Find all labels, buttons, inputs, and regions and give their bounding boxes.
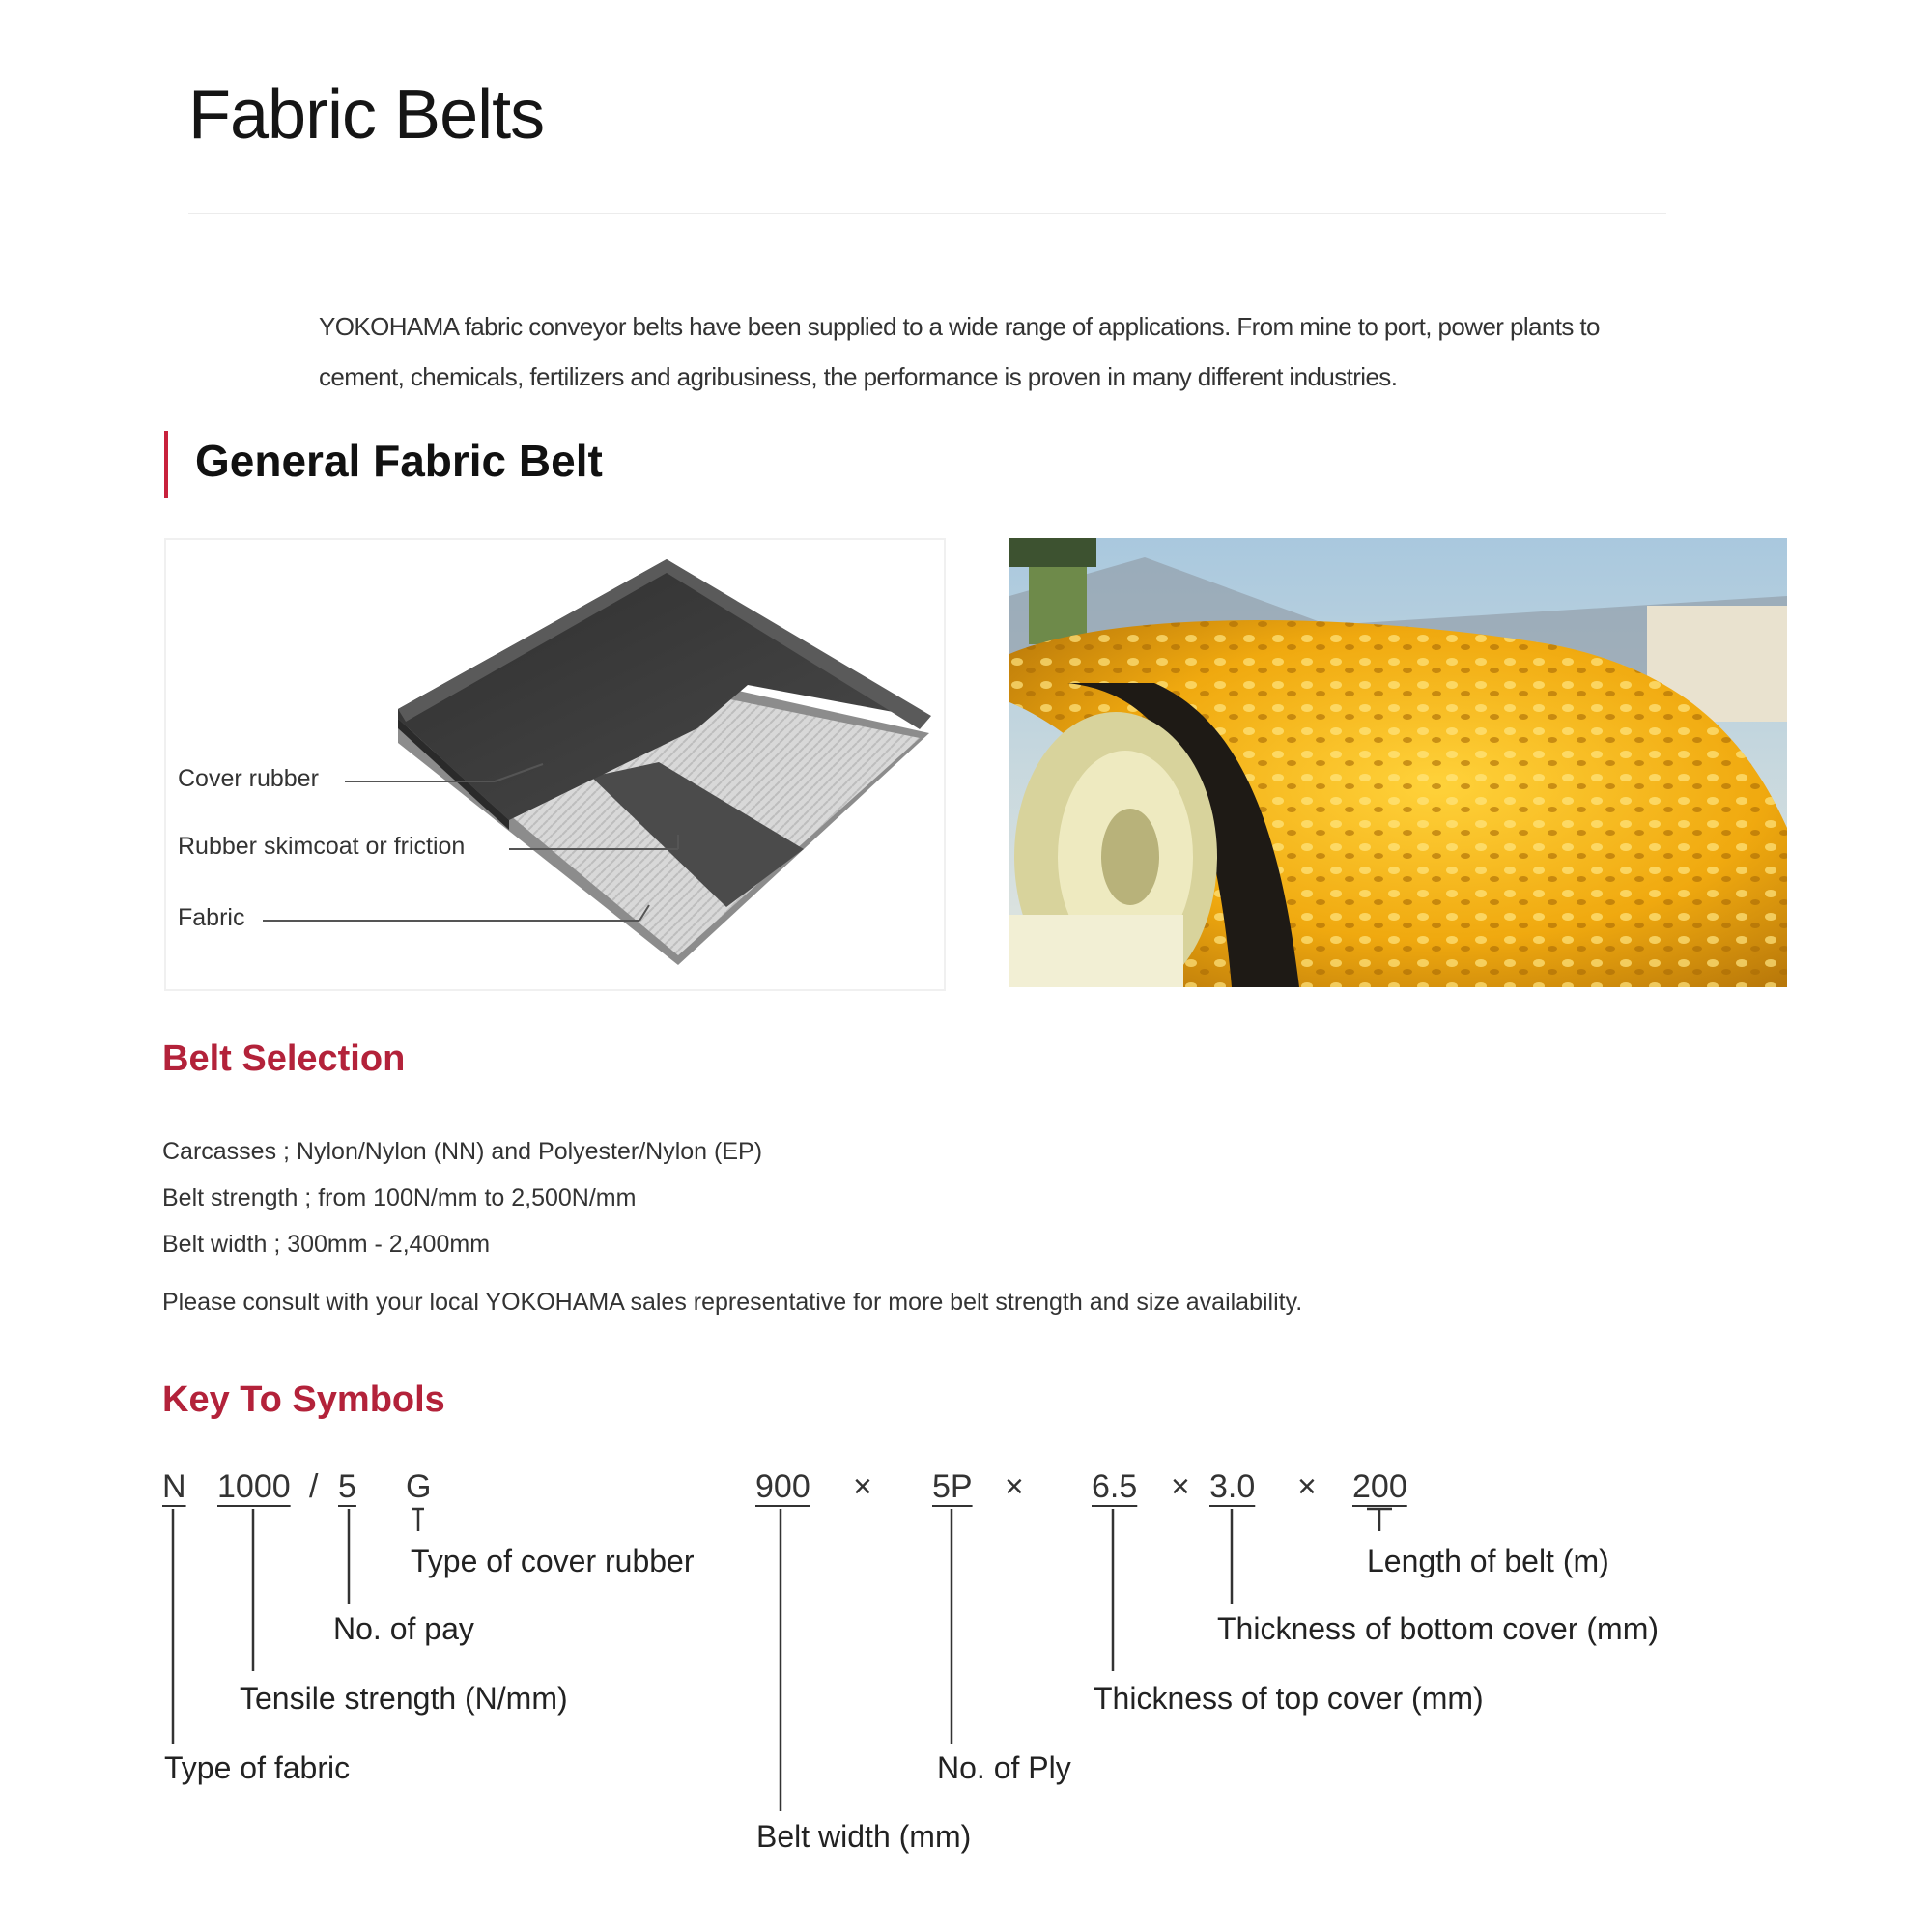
selection-line-width: Belt width ; 300mm - 2,400mm bbox=[162, 1231, 491, 1258]
code-times-3: × bbox=[1171, 1468, 1190, 1505]
intro-paragraph: YOKOHAMA fabric conveyor belts have been supplied to a wide range of applications. From mine to port, power plants to cement, chemicals, fertilizers and agribusiness, the performance is proven in many different industries. bbox=[319, 312, 1600, 391]
desc-belt-length: Length of belt (m) bbox=[1367, 1544, 1609, 1578]
diagram-label-cover-rubber: Cover rubber bbox=[178, 765, 319, 792]
key-to-symbols-heading: Key To Symbols bbox=[162, 1379, 445, 1420]
desc-top-cover: Thickness of top cover (mm) bbox=[1094, 1681, 1484, 1716]
code-belt-length: 200 bbox=[1352, 1468, 1407, 1505]
section-title: General Fabric Belt bbox=[195, 436, 603, 486]
code-times-1: × bbox=[853, 1468, 872, 1505]
desc-no-pay: No. of pay bbox=[333, 1611, 474, 1646]
selection-line-carcasses: Carcasses ; Nylon/Nylon (NN) and Polyester/Nylon (EP) bbox=[162, 1138, 763, 1165]
code-times-2: × bbox=[1005, 1468, 1024, 1505]
desc-bottom-cover: Thickness of bottom cover (mm) bbox=[1217, 1611, 1659, 1646]
desc-fabric-type: Type of fabric bbox=[164, 1750, 351, 1785]
selection-line-strength: Belt strength ; from 100N/mm to 2,500N/mm bbox=[162, 1184, 637, 1211]
code-top-cover: 6.5 bbox=[1092, 1468, 1138, 1505]
code-bottom-cover: 3.0 bbox=[1209, 1468, 1256, 1505]
code-tensile-strength: 1000 bbox=[217, 1468, 291, 1505]
desc-belt-width: Belt width (mm) bbox=[756, 1819, 972, 1854]
code-belt-width: 900 bbox=[755, 1468, 810, 1505]
code-plies: 5P bbox=[932, 1468, 973, 1505]
desc-tensile-strength: Tensile strength (N/mm) bbox=[240, 1681, 568, 1716]
selection-line-consult: Please consult with your local YOKOHAMA sales representative for more belt strength and size availability. bbox=[162, 1289, 1303, 1316]
page-title: Fabric Belts bbox=[188, 76, 545, 154]
desc-no-ply: No. of Ply bbox=[937, 1750, 1071, 1785]
code-ply-count: 5 bbox=[338, 1468, 356, 1505]
belt-selection-heading: Belt Selection bbox=[162, 1038, 406, 1079]
desc-cover-type: Type of cover rubber bbox=[411, 1544, 695, 1578]
code-fabric-type: N bbox=[162, 1468, 186, 1505]
code-cover-type: G bbox=[406, 1468, 432, 1505]
diagram-label-fabric: Fabric bbox=[178, 904, 245, 931]
diagram-label-skimcoat: Rubber skimcoat or friction bbox=[178, 833, 466, 860]
code-slash: / bbox=[309, 1468, 319, 1505]
code-times-4: × bbox=[1297, 1468, 1317, 1505]
